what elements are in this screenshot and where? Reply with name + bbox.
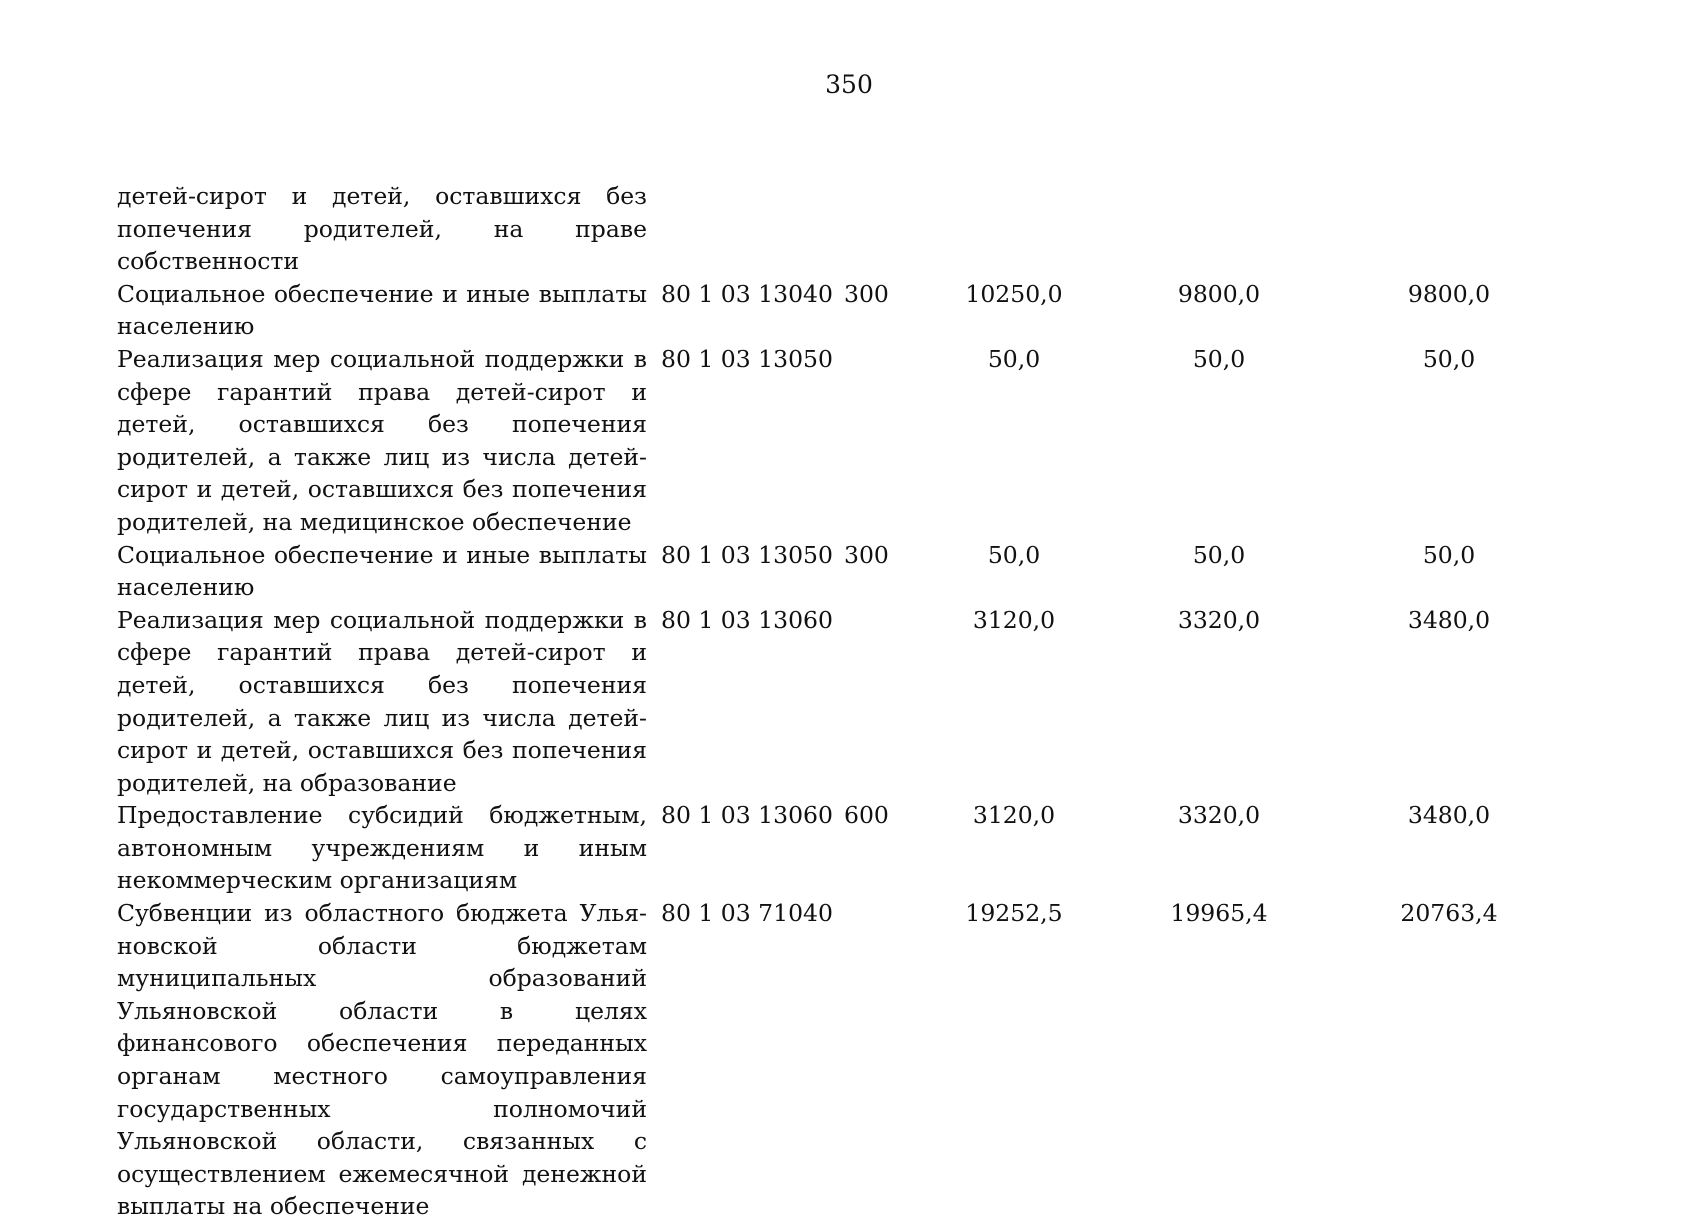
row-value-year-1 — [924, 180, 1104, 278]
row-value-year-1: 3120,0 — [972, 605, 1056, 634]
row-value-year-2: 9800,0 — [1177, 279, 1261, 308]
table-row — [117, 799, 1564, 897]
row-value-year-2: 50,0 — [1192, 540, 1246, 569]
table-row — [117, 539, 1564, 604]
row-expense-type — [844, 343, 924, 539]
row-expense-type — [844, 897, 924, 1223]
table-row — [117, 278, 1564, 343]
row-name: Реализация мер социальной поддержки в сфере гарантий права детей-сирот и детей, оставшихся без попечения родителей, а также лиц из числа детей-сирот и детей, оставшихся без попечения родителей, на образование — [117, 605, 647, 797]
row-expense-type: 300 — [844, 540, 889, 569]
row-code — [647, 180, 844, 278]
row-expense-type — [844, 604, 924, 800]
row-value-year-2: 19965,4 — [1170, 899, 1268, 928]
row-value-year-2: 50,0 — [1192, 344, 1246, 373]
row-value-year-3: 20763,4 — [1400, 899, 1498, 928]
row-expense-type: 600 — [844, 801, 889, 830]
row-value-year-3: 50,0 — [1422, 540, 1476, 569]
row-code: 80 1 03 13040 — [661, 279, 833, 308]
row-code: 80 1 03 13060 — [661, 605, 833, 634]
page-number: 350 — [825, 70, 873, 99]
row-name: Предоставление субсидий бюджетным, автономным учреждениям и иным некоммерческим организациям — [117, 801, 647, 895]
row-value-year-1: 10250,0 — [965, 279, 1063, 308]
row-value-year-2 — [1104, 180, 1334, 278]
budget-table — [117, 180, 1564, 1223]
row-value-year-3 — [1334, 180, 1564, 278]
row-code: 80 1 03 71040 — [661, 899, 833, 928]
row-expense-type — [844, 180, 924, 278]
row-name: детей-сирот и детей, оставшихся без попечения родителей, на праве собственности — [117, 182, 647, 276]
row-name: Социальное обеспечение и иные выплаты населению — [117, 540, 647, 602]
row-value-year-2: 3320,0 — [1177, 605, 1261, 634]
row-value-year-3: 3480,0 — [1407, 801, 1491, 830]
table-row — [117, 180, 1564, 278]
row-value-year-3: 3480,0 — [1407, 605, 1491, 634]
row-value-year-1: 19252,5 — [965, 899, 1063, 928]
row-name: Социальное обеспечение и иные выплаты населению — [117, 279, 647, 341]
row-code: 80 1 03 13060 — [661, 801, 833, 830]
row-name: Субвенции из областного бюджета Ульяновской области бюджетам муниципальных образований Ульяновской области в целях финансового обеспечения переданных органам местного самоуправления государственных полномочий Ульяновской области, связанных с осуществлением ежемесячной денежной выплаты на обеспечение — [117, 899, 647, 1221]
row-value-year-3: 9800,0 — [1407, 279, 1491, 308]
row-value-year-1: 3120,0 — [972, 801, 1056, 830]
table-row — [117, 604, 1564, 800]
row-value-year-3: 50,0 — [1422, 344, 1476, 373]
row-code: 80 1 03 13050 — [661, 540, 833, 569]
table-row — [117, 897, 1564, 1223]
row-value-year-1: 50,0 — [987, 344, 1041, 373]
row-expense-type: 300 — [844, 279, 889, 308]
table-row — [117, 343, 1564, 539]
row-code: 80 1 03 13050 — [661, 344, 833, 373]
row-value-year-1: 50,0 — [987, 540, 1041, 569]
row-name: Реализация мер социальной поддержки в сфере гарантий права детей-сирот и детей, оставшихся без попечения родителей, а также лиц из числа детей-сирот и детей, оставшихся без попечения родителей, на медицинское обеспечение — [117, 344, 647, 536]
row-value-year-2: 3320,0 — [1177, 801, 1261, 830]
